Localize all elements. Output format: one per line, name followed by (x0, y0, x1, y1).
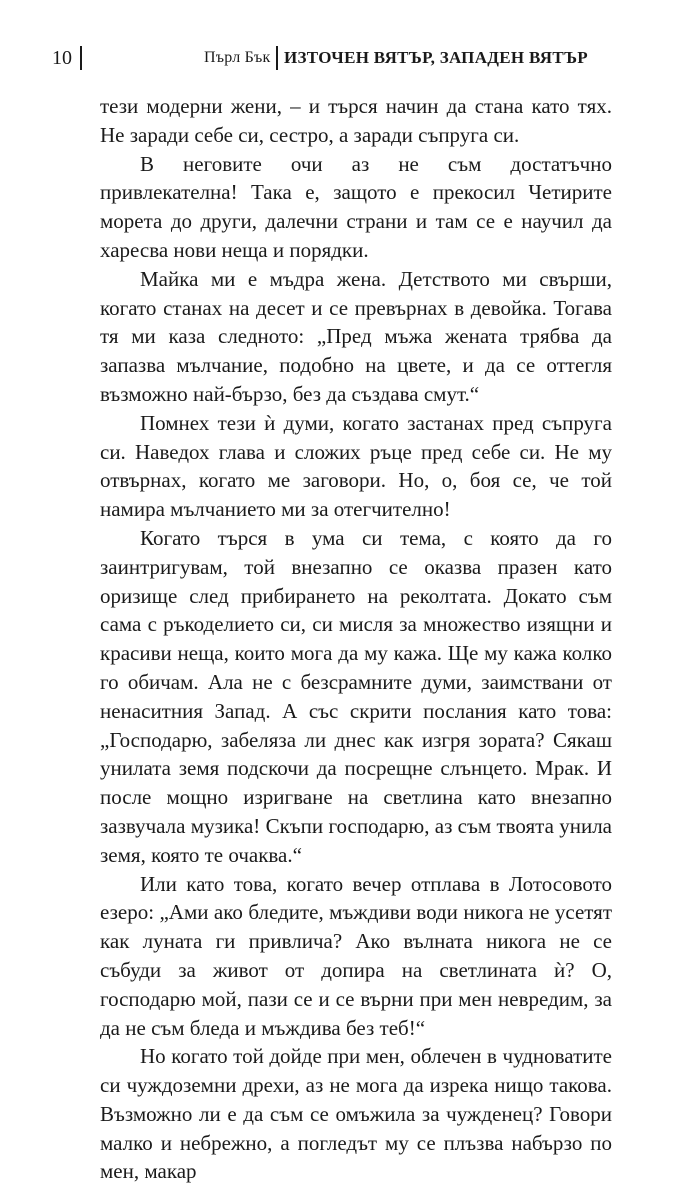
page-number-block (52, 46, 82, 70)
body-text (100, 92, 612, 1186)
book-title: ИЗТОЧЕН ВЯТЪР, ЗАПАДЕН ВЯТЪР (283, 48, 588, 67)
page-number: 10 (52, 47, 72, 69)
paragraph: В неговите очи аз не съм достатъчно привлекателна! Така е, защото е прекосил Четирите морета до други, далечни страни и там се е научил да харесва нови неща и порядки. (100, 151, 612, 262)
page-header (52, 46, 588, 70)
paragraph: Майка ми е мъдра жена. Детството ми свърши, когато станах на десет и се превърнах в девойка. Тогава тя ми каза следното: „Пред мъжа жената трябва да запазва мълчание, подобно на цвете, и да се оттегля възможно най-бързо, без да създава смут.“ (100, 266, 612, 406)
running-head-divider (276, 46, 278, 70)
paragraph: Или като това, когато вечер отплава в Лотосовото езеро: „Ами ако бледите, мъждиви води никога не усетят как луната ги привлича? Ако вълната никога не се събуди за живот от допира на светлината ѝ? О, господарю мой, пази се и се върни при мен невредим, за да не съм бледа и мъждива без теб!“ (100, 871, 612, 1040)
paragraph: тези модерни жени, – и търся начин да стана като тях. Не заради себе си, сестро, а заради съпруга си. (100, 94, 612, 147)
header-divider (80, 46, 82, 70)
author-name: Пърл Бък (204, 49, 271, 66)
paragraph: Но когато той дойде при мен, облечен в чудноватите си чуждоземни дрехи, аз не мога да изрека нищо такова. Възможно ли е да съм се омъжила за чужденец? Говори малко и небрежно, а погледът му се плъзва набързо по мен, макар (100, 1044, 612, 1184)
running-head (204, 46, 588, 70)
paragraph: Когато търся в ума си тема, с която да го заинтригувам, той внезапно се оказва празен като оризище след прибирането на реколтата. Докато съм сама с ръкоделието си, си мисля за множество изящни и красиви неща, които мога да му кажа. Ще му кажа колко го обичам. Ала не с безсрамните думи, заимствани от ненаситния Запад. А със скрити послания като това: „Господарю, забеляза ли днес как изгря зората? Сякаш унилата земя подскочи да посрещне слънцето. Мрак. И после мощно изригване на светлина като внезапно зазвучала музика! Скъпи господарю, аз съм твоята унила земя, която те очаква.“ (100, 525, 612, 867)
paragraph: Помнех тези ѝ думи, когато застанах пред съпруга си. Наведох глава и сложих ръце пред себе си. Не му отвърнах, когато ме заговори. Но, о, боя се, че той намира мълчанието ми за отегчително! (100, 410, 612, 522)
